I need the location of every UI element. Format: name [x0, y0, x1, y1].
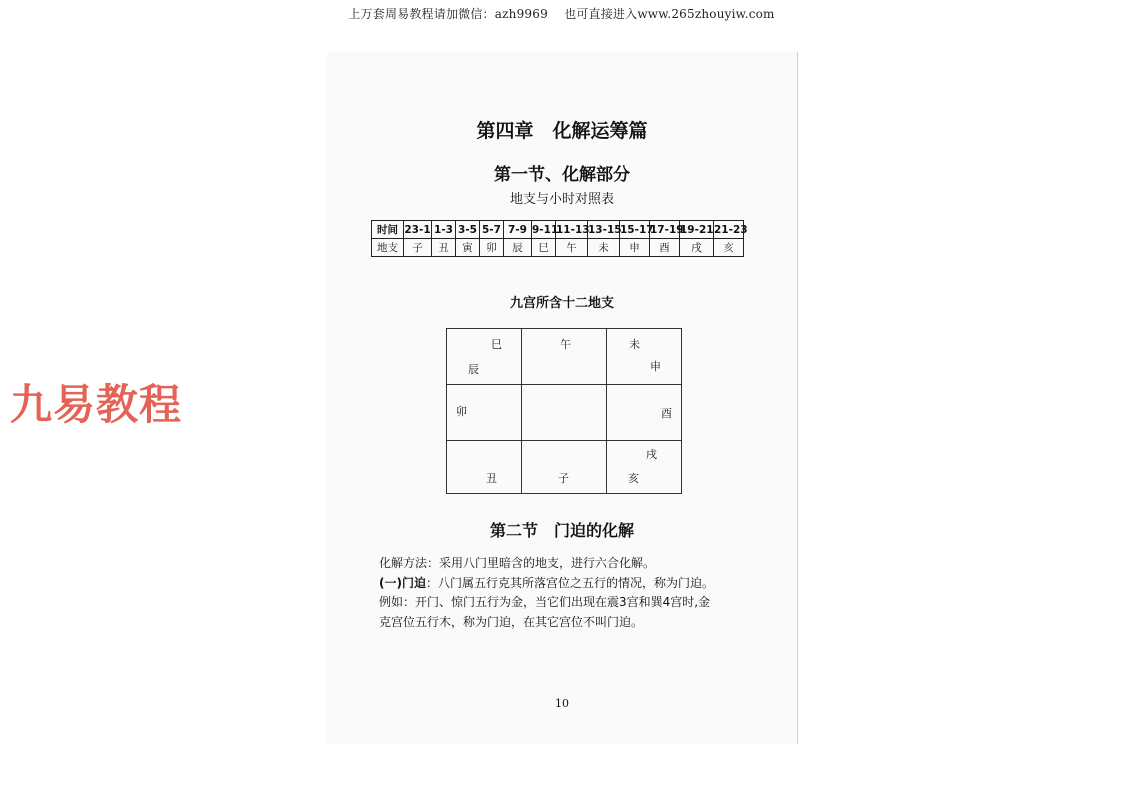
grid-label-shen: 申 — [650, 360, 661, 373]
table-cell: 9-11 — [532, 221, 556, 239]
grid-caption: 九宫所含十二地支 — [509, 296, 614, 311]
page-number: 10 — [555, 697, 569, 710]
header-note: 上万套周易教程请加微信：azh9969 也可直接进入www.265zhouyiw.com — [348, 7, 775, 21]
grid-label-hai: 亥 — [628, 472, 639, 485]
table-cell: 7-9 — [504, 221, 532, 239]
branch-hour-table — [371, 220, 748, 257]
table-row-time — [372, 221, 744, 239]
grid-divider — [447, 440, 681, 441]
paragraph-label: (一)门迫 — [379, 575, 426, 590]
document-page — [327, 52, 798, 744]
grid-divider — [606, 329, 607, 493]
grid-label-wei: 未 — [629, 338, 640, 351]
body-text — [379, 554, 749, 632]
paragraph — [379, 574, 749, 594]
table-cell: 地支 — [372, 239, 404, 257]
paragraph: 克宫位五行木，称为门迫，在其它宫位不叫门迫。 — [379, 614, 644, 629]
table-cell: 酉 — [650, 239, 680, 257]
paragraph-text: ：八门属五行克其所落宫位之五行的情况，称为门迫。 — [425, 575, 714, 590]
table-row-branch — [372, 239, 744, 257]
section1-title: 第一节、化解部分 — [494, 165, 630, 185]
table-cell: 13-15 — [588, 221, 620, 239]
table-cell: 子 — [404, 239, 432, 257]
paragraph: 例如：开门、惊门五行为金，当它们出现在震3宫和巽4宫时,金 — [379, 595, 711, 609]
table-cell: 17-19 — [650, 221, 680, 239]
grid-label-xu: 戌 — [646, 448, 657, 461]
table-cell: 1-3 — [432, 221, 456, 239]
table-cell: 19-21 — [680, 221, 714, 239]
table-cell: 巳 — [532, 239, 556, 257]
grid-label-zi: 子 — [558, 472, 569, 485]
table-cell: 15-17 — [620, 221, 650, 239]
table-cell: 3-5 — [456, 221, 480, 239]
table-cell: 午 — [556, 239, 588, 257]
table-cell: 丑 — [432, 239, 456, 257]
watermark-logo: 九易教程 — [10, 380, 183, 429]
table-cell: 21-23 — [714, 221, 744, 239]
grid-label-si: 巳 — [491, 338, 502, 351]
grid-label-mao: 卯 — [456, 405, 467, 418]
table-cell: 未 — [588, 239, 620, 257]
table-cell: 11-13 — [556, 221, 588, 239]
table-cell: 亥 — [714, 239, 744, 257]
table-cell: 时间 — [372, 221, 404, 239]
section2-title: 第二节 门迫的化解 — [489, 521, 634, 540]
grid-label-wu: 午 — [560, 338, 571, 351]
grid-label-chou: 丑 — [486, 472, 497, 485]
nine-palace-grid — [446, 328, 682, 494]
table-caption: 地支与小时对照表 — [509, 192, 614, 207]
grid-divider — [521, 329, 522, 493]
table-cell: 辰 — [504, 239, 532, 257]
table-cell: 申 — [620, 239, 650, 257]
table-cell: 戌 — [680, 239, 714, 257]
table-cell: 寅 — [456, 239, 480, 257]
grid-label-you: 酉 — [661, 407, 672, 420]
table-cell: 5-7 — [480, 221, 504, 239]
paragraph: 化解方法：采用八门里暗含的地支，进行六合化解。 — [379, 556, 656, 570]
grid-divider — [447, 384, 681, 385]
table-cell: 23-1 — [404, 221, 432, 239]
table-cell: 卯 — [480, 239, 504, 257]
grid-label-chen: 辰 — [468, 363, 479, 376]
chapter-title: 第四章 化解运筹篇 — [476, 120, 648, 142]
